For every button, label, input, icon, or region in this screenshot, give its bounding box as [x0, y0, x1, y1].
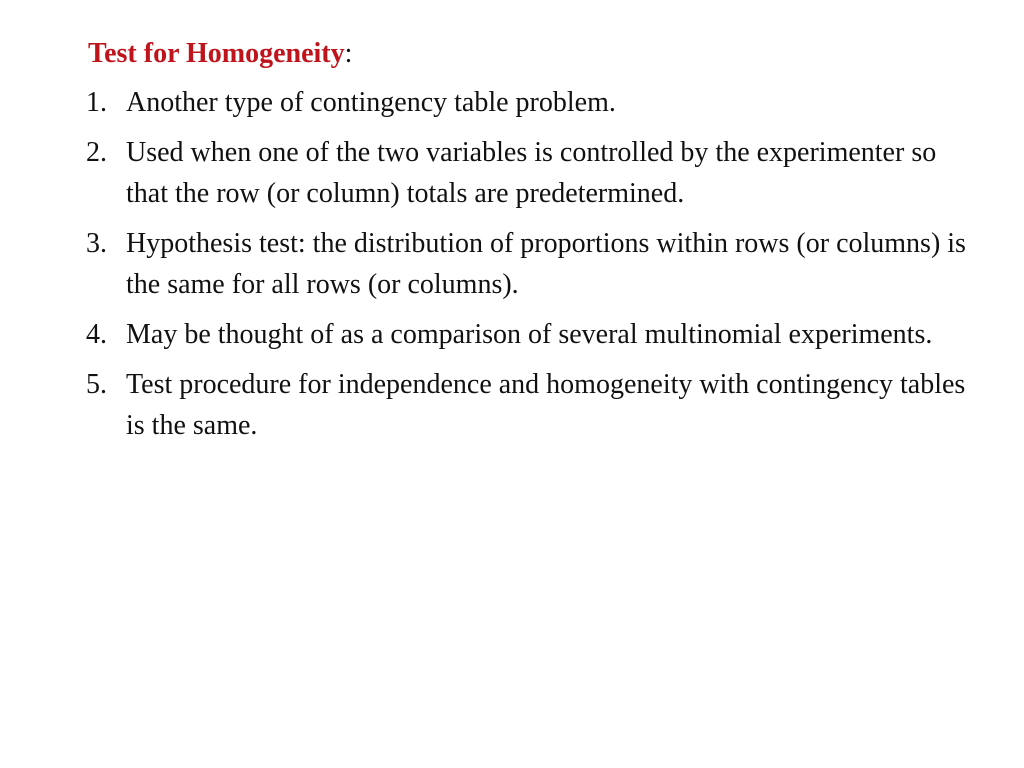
list-item [86, 314, 966, 355]
numbered-list [86, 82, 966, 455]
list-item-number: 5. [86, 369, 107, 400]
list-item-text: May be thought of as a comparison of several multinomial experiments. [126, 319, 933, 350]
heading-title: Test for Homogeneity [88, 38, 345, 69]
list-item-text: Another type of contingency table problem. [126, 87, 616, 118]
list-item-number: 2. [86, 137, 107, 168]
list-item-number: 1. [86, 87, 107, 118]
list-item [86, 132, 966, 214]
list-item [86, 82, 966, 123]
list-item-text: Used when one of the two variables is controlled by the experimenter so that the row (or column) totals are predetermined. [126, 137, 937, 209]
list-item [86, 223, 966, 305]
list-item-number: 3. [86, 228, 107, 259]
list-item-text: Test procedure for independence and homogeneity with contingency tables is the same. [126, 369, 966, 441]
list-item-number: 4. [86, 319, 107, 350]
list-item-text: Hypothesis test: the distribution of proportions within rows (or columns) is the same for all rows (or columns). [126, 228, 966, 300]
slide-heading [88, 34, 352, 74]
list-item [86, 364, 966, 446]
heading-colon: : [344, 38, 353, 69]
